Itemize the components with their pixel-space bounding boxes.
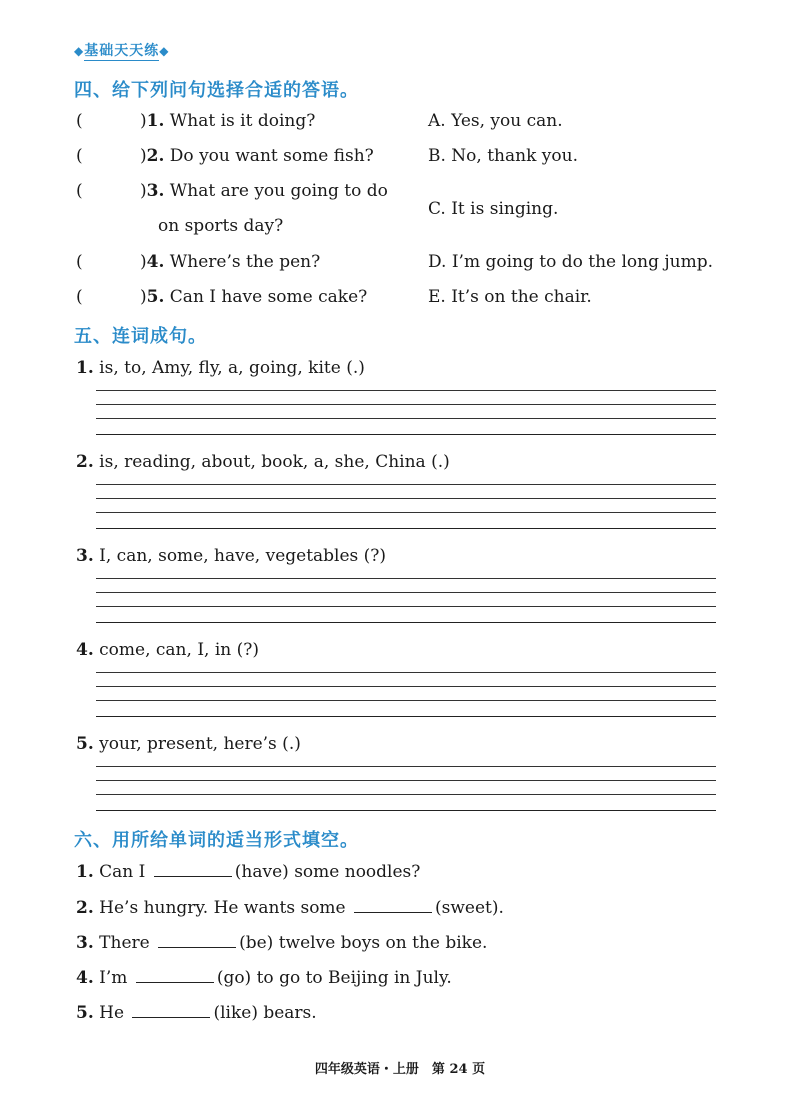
answer-paren[interactable]: (	[76, 181, 83, 201]
answer-paren[interactable]: (	[76, 252, 83, 272]
fill-blank[interactable]	[354, 898, 432, 913]
section-6-title: 六、用所给单词的适当形式填空。	[74, 830, 359, 851]
writing-lines-5[interactable]	[96, 766, 716, 814]
writing-lines-4[interactable]	[96, 672, 716, 720]
reorder-prompt-5: 5. your, present, here’s (.)	[76, 734, 301, 754]
answer-option-e: E. It’s on the chair.	[428, 287, 592, 307]
writing-lines-2[interactable]	[96, 484, 716, 532]
question-1: ( )1. What is it doing?	[76, 111, 316, 131]
answer-option-a: A. Yes, you can.	[428, 111, 563, 131]
answer-option-c: C. It is singing.	[428, 199, 559, 219]
writing-lines-1[interactable]	[96, 390, 716, 438]
fill-blank[interactable]	[154, 862, 232, 877]
banner-text: 基础天天练	[84, 43, 160, 59]
reorder-prompt-1: 1. is, to, Amy, fly, a, going, kite (.)	[76, 358, 365, 378]
fill-item-2: 2. He’s hungry. He wants some (sweet).	[76, 898, 504, 918]
question-3-continued: on sports day?	[158, 216, 284, 236]
reorder-prompt-4: 4. come, can, I, in (?)	[76, 640, 260, 660]
page-footer: 四年级英语・上册 第 24 页	[314, 1062, 486, 1077]
fill-item-3: 3. There (be) twelve boys on the bike.	[76, 933, 488, 953]
answer-paren[interactable]: (	[76, 287, 83, 307]
diamond-icon: ◆	[74, 44, 85, 58]
question-5: ( )5. Can I have some cake?	[76, 287, 368, 307]
diamond-icon: ◆	[159, 44, 170, 58]
section-4-title: 四、给下列问句选择合适的答语。	[74, 80, 359, 101]
section-5-title: 五、连词成句。	[74, 326, 207, 347]
fill-item-5: 5. He (like) bears.	[76, 1003, 317, 1023]
reorder-prompt-2: 2. is, reading, about, book, a, she, China (.)	[76, 452, 450, 472]
question-2: ( )2. Do you want some fish?	[76, 146, 374, 166]
question-3: ( )3. What are you going to do	[76, 181, 388, 201]
answer-paren[interactable]: (	[76, 111, 83, 131]
section-banner	[74, 40, 169, 60]
answer-option-b: B. No, thank you.	[428, 146, 578, 166]
fill-blank[interactable]	[158, 933, 236, 948]
fill-item-4: 4. I’m (go) to go to Beijing in July.	[76, 968, 452, 988]
answer-option-d: D. I’m going to do the long jump.	[428, 252, 714, 272]
answer-paren[interactable]: (	[76, 146, 83, 166]
fill-blank[interactable]	[136, 968, 214, 983]
writing-lines-3[interactable]	[96, 578, 716, 626]
question-4: ( )4. Where’s the pen?	[76, 252, 321, 272]
fill-item-1: 1. Can I (have) some noodles?	[76, 862, 421, 882]
fill-blank[interactable]	[132, 1003, 210, 1018]
reorder-prompt-3: 3. I, can, some, have, vegetables (?)	[76, 546, 387, 566]
